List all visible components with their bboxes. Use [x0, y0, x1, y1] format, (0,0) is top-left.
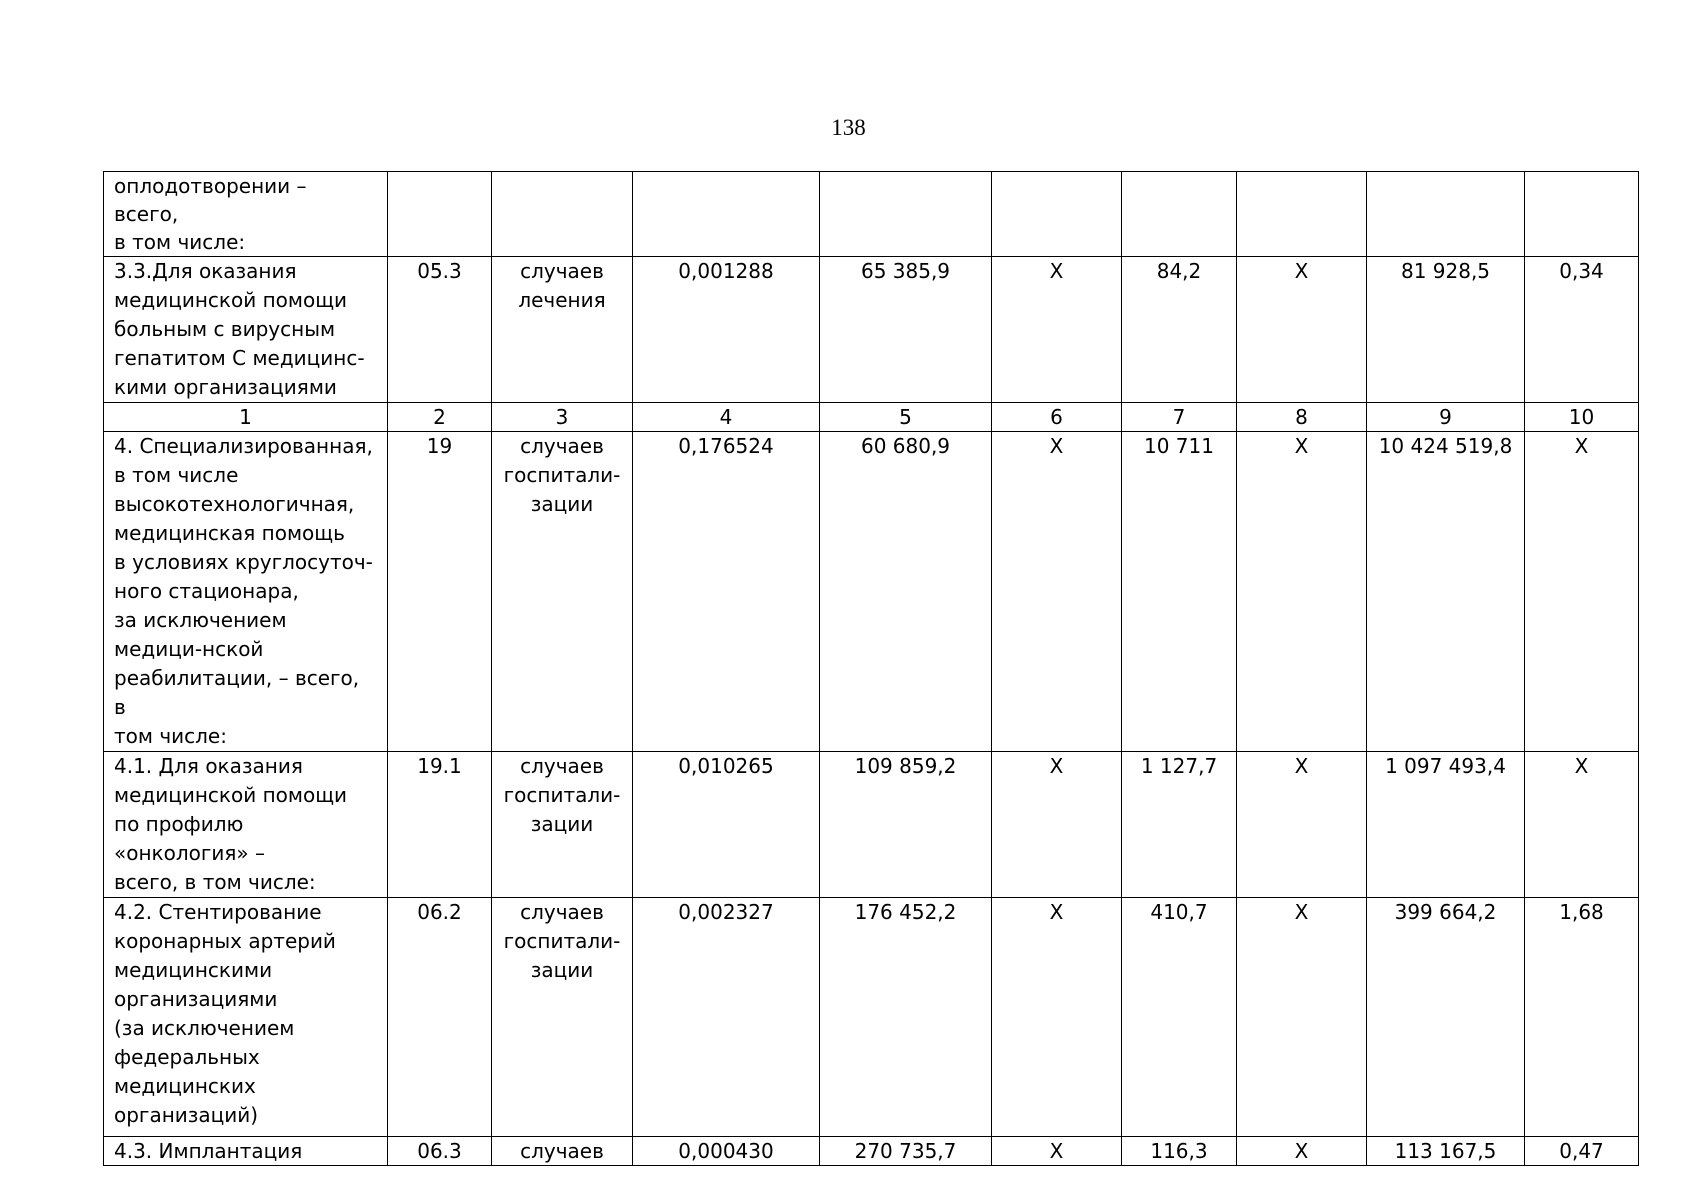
table-row [104, 1137, 1639, 1166]
column-number: 5 [820, 403, 992, 432]
table-cell: 410,7 [1122, 898, 1237, 1137]
table-cell: случаев госпитали- зации [492, 752, 633, 898]
table-cell: 0,34 [1525, 257, 1639, 403]
table-cell: Х [1525, 432, 1639, 752]
table-cell: 60 680,9 [820, 432, 992, 752]
column-number: 1 [104, 403, 388, 432]
table-cell: 19.1 [388, 752, 492, 898]
table-row [104, 172, 1639, 257]
table-cell: 0,176524 [633, 432, 820, 752]
table-cell: Х [1237, 1137, 1367, 1166]
table-cell: 116,3 [1122, 1137, 1237, 1166]
table-cell: 109 859,2 [820, 752, 992, 898]
table-cell: 84,2 [1122, 257, 1237, 403]
table-cell: 4. Специализированная, в том числе высокотехнологичная, медицинская помощь в условиях круглосуточ- ного стационара, за исключением медици-нской реабилитации, – всего, в том числе: [104, 432, 388, 752]
table-cell: 0,002327 [633, 898, 820, 1137]
table-cell: Х [992, 432, 1122, 752]
table-cell: 270 735,7 [820, 1137, 992, 1166]
table-cell: 10 711 [1122, 432, 1237, 752]
table-cell: 0,010265 [633, 752, 820, 898]
table-cell: Х [1237, 752, 1367, 898]
table-cell: 06.3 [388, 1137, 492, 1166]
table-cell: 399 664,2 [1367, 898, 1525, 1137]
table-cell: случаев [492, 1137, 633, 1166]
column-number: 8 [1237, 403, 1367, 432]
column-number: 4 [633, 403, 820, 432]
table-row [104, 752, 1639, 898]
table-cell: 65 385,9 [820, 257, 992, 403]
table-cell: 0,001288 [633, 257, 820, 403]
table-cell: 4.3. Имплантация [104, 1137, 388, 1166]
table-cell: Х [1525, 752, 1639, 898]
column-number: 3 [492, 403, 633, 432]
table-cell [388, 172, 492, 257]
table-cell: 4.2. Стентирование коронарных артерий медицинскими организациями (за исключением федеральных медицинских организаций) [104, 898, 388, 1137]
column-number: 6 [992, 403, 1122, 432]
table-cell: случаев госпитали- зации [492, 898, 633, 1137]
table-cell [492, 172, 633, 257]
table-cell [633, 172, 820, 257]
table-cell: Х [1237, 898, 1367, 1137]
table-cell: случаев лечения [492, 257, 633, 403]
table-cell: 05.3 [388, 257, 492, 403]
table-cell: Х [992, 898, 1122, 1137]
column-number: 10 [1525, 403, 1639, 432]
column-number-row [104, 403, 1639, 432]
table-cell: 1 127,7 [1122, 752, 1237, 898]
table-cell: Х [1237, 432, 1367, 752]
table-row [104, 257, 1639, 403]
column-number: 7 [1122, 403, 1237, 432]
table-cell [1525, 172, 1639, 257]
table-cell: оплодотворении – всего, в том числе: [104, 172, 388, 257]
table-cell: 4.1. Для оказания медицинской помощи по профилю «онкология» – всего, в том числе: [104, 752, 388, 898]
table-cell: Х [992, 1137, 1122, 1166]
table-cell [992, 172, 1122, 257]
table-cell: 176 452,2 [820, 898, 992, 1137]
table-cell: Х [1237, 257, 1367, 403]
column-number: 9 [1367, 403, 1525, 432]
table-cell: 10 424 519,8 [1367, 432, 1525, 752]
page-number: 138 [831, 115, 866, 140]
indicators-table [103, 171, 1639, 1166]
table-cell: 1,68 [1525, 898, 1639, 1137]
table-cell: 0,000430 [633, 1137, 820, 1166]
table-cell: 113 167,5 [1367, 1137, 1525, 1166]
column-number: 2 [388, 403, 492, 432]
table-cell: 81 928,5 [1367, 257, 1525, 403]
table-cell: 3.3.Для оказания медицинской помощи больным с вирусным гепатитом С медицинс- кими организациями [104, 257, 388, 403]
table-cell: Х [992, 752, 1122, 898]
table-cell [1122, 172, 1237, 257]
table-row [104, 432, 1639, 752]
table-cell [1367, 172, 1525, 257]
table-cell: 1 097 493,4 [1367, 752, 1525, 898]
table-cell [1237, 172, 1367, 257]
table-cell: 06.2 [388, 898, 492, 1137]
table-cell: случаев госпитали- зации [492, 432, 633, 752]
table-cell: 0,47 [1525, 1137, 1639, 1166]
table-cell [820, 172, 992, 257]
table-row [104, 898, 1639, 1137]
table-cell: 19 [388, 432, 492, 752]
table-cell: Х [992, 257, 1122, 403]
